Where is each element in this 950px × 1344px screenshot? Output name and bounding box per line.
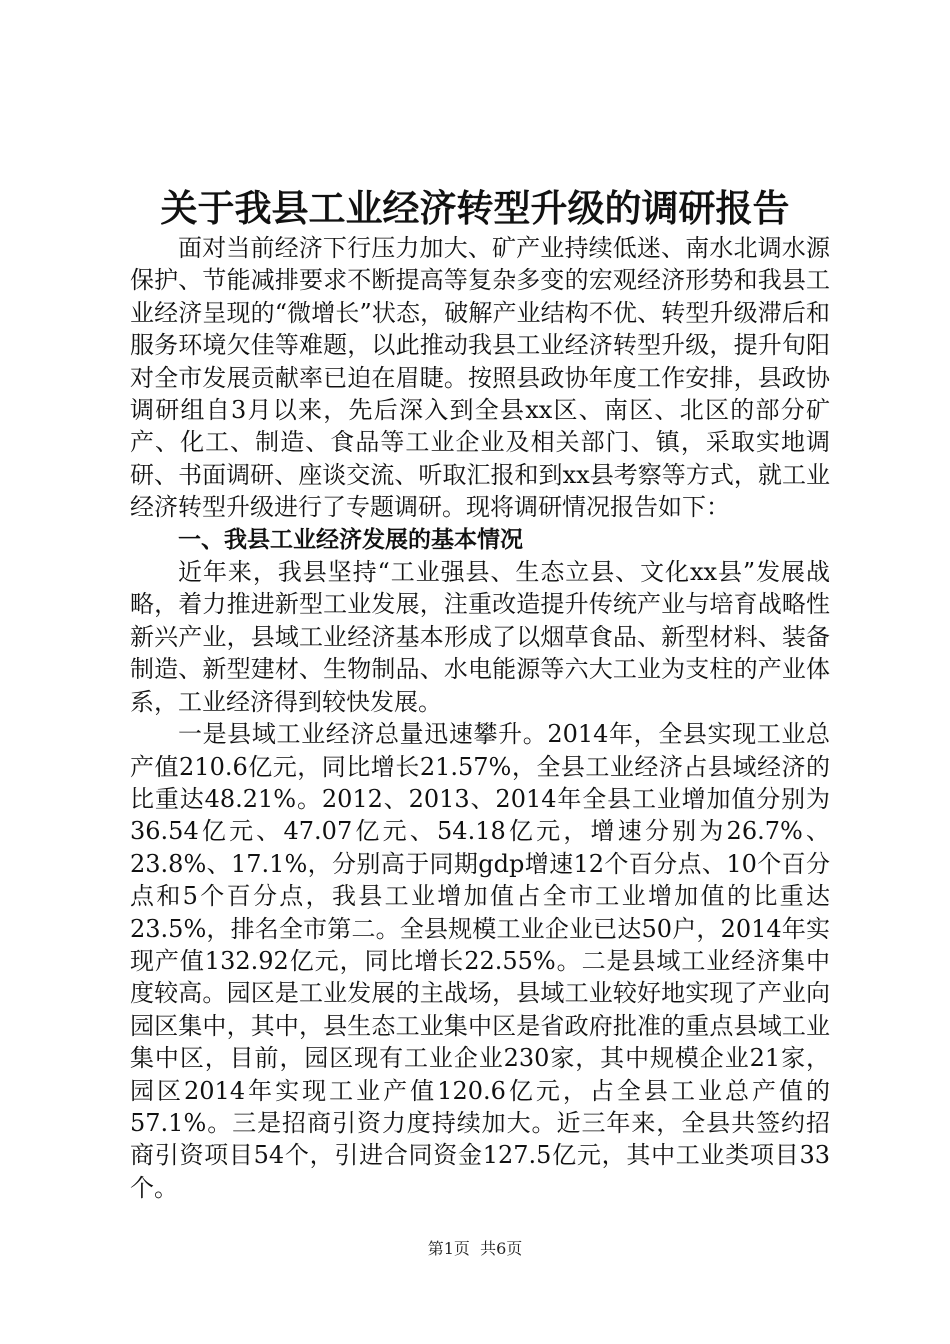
section-paragraph-overview: 近年来，我县坚持“工业强县、生态立县、文化xx县”发展战略，着力推进新型工业发展，注重改造提升传统产业与培育战略性新兴产业，县域工业经济基本形成了以烟草食品、新型材料、装备制造、新型建材、生物制品、水电能源等六大工业为支柱的产业体系，工业经济得到较快发展。 xyxy=(130,558,830,716)
document-title: 关于我县工业经济转型升级的调研报告 xyxy=(160,187,790,230)
page-footer xyxy=(0,1238,950,1260)
section-paragraph-details: 一是县域工业经济总量迅速攀升。2014年，全县实现工业总产值210.6亿元，同比增长21.57%，全县工业经济占县域经济的比重达48.21%。2012、2013、2014年全县工业增加值分别为36.54亿元、47.07亿元、54.18亿元，增速分别为26.7%、23.8%、17.1%，分别高于同期gdp增速12个百分点、10个百分点和5个百分点，我县工业增加值占全市工业增加值的比重达23.5%，排名全市第二。全县规模工业企业已达50户，2014年实现产值132.92亿元，同比增长22.55%。二是县域工业经济集中度较高。园区是工业发展的主战场，县域工业较好地实现了产业向园区集中，其中，县生态工业集中区是省政府批准的重点县域工业集中区，目前，园区现有工业企业230家，其中规模企业21家，园区2014年实现工业产值120.6亿元，占全县工业总产值的57.1%。三是招商引资力度持续加大。近三年来，全县共签约招商引资项目54个，引进合同资金127.5亿元，其中工业类项目33个。 xyxy=(130,720,830,1202)
page-number-label: 第1页 共6页 xyxy=(427,1239,523,1258)
intro-paragraph: 面对当前经济下行压力加大、矿产业持续低迷、南水北调水源保护、节能减排要求不断提高等复杂多变的宏观经济形势和我县工业经济呈现的“微增长”状态，破解产业结构不优、转型升级滞后和服务环境欠佳等难题，以此推动我县工业经济转型升级，提升旬阳对全市发展贡献率已迫在眉睫。按照县政协年度工作安排，县政协调研组自3月以来，先后深入到全县xx区、南区、北区的部分矿产、化工、制造、食品等工业企业及相关部门、镇，采取实地调研、书面调研、座谈交流、听取汇报和到xx县考察等方式，就工业经济转型升级进行了专题调研。现将调研情况报告如下： xyxy=(130,234,830,522)
section-heading: 一、我县工业经济发展的基本情况 xyxy=(178,526,523,553)
document-body xyxy=(130,232,830,1204)
